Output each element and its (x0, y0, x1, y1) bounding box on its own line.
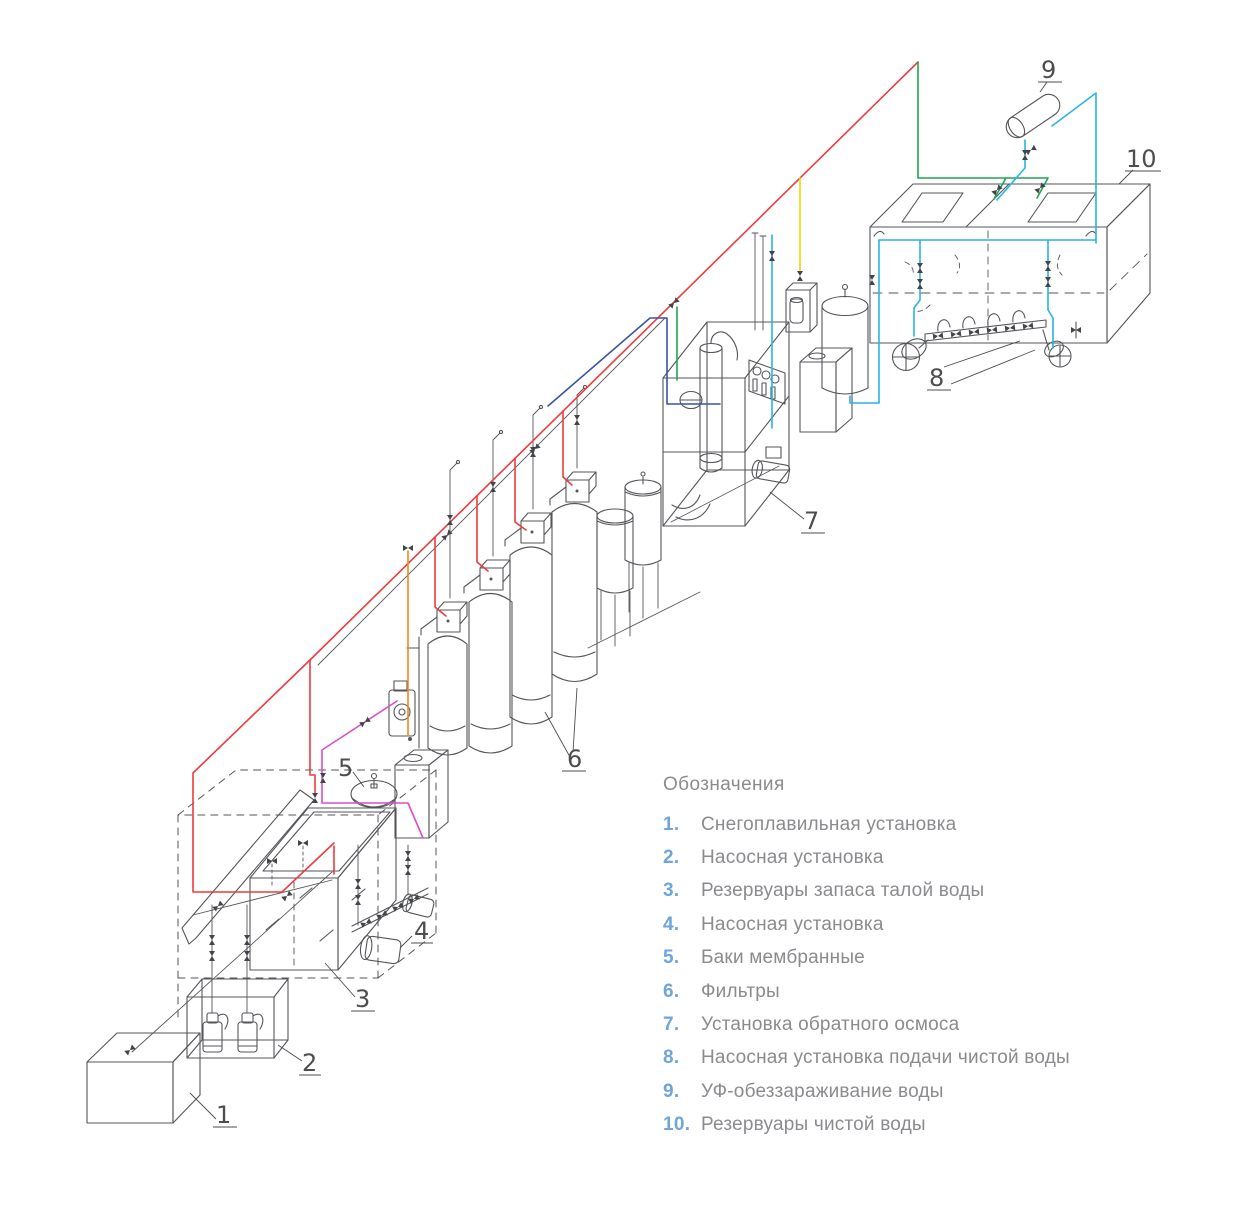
legend-item-8 (663, 1042, 1203, 1075)
clean-water-pump-station (880, 311, 1100, 371)
callout-3: 3 (355, 985, 371, 1013)
callout-7: 7 (804, 507, 820, 535)
legend-item-label: Насосная установка подачи чистой воды (701, 1047, 1070, 1069)
legend-title: Обозначения (663, 774, 785, 795)
legend (663, 774, 1203, 1142)
legend-item-number: 5. (663, 947, 680, 969)
permeate-tank (822, 285, 868, 395)
legend-item-number: 1. (663, 813, 680, 835)
antiscalant-unit (786, 283, 817, 332)
legend-item-label: Фильтры (701, 980, 780, 1002)
pipe-red (193, 62, 918, 892)
legend-item-number: 3. (663, 880, 680, 902)
legend-item-3 (663, 875, 1203, 908)
callout-10: 10 (1126, 145, 1157, 173)
dosing-pump (389, 637, 419, 748)
legend-item-label: Баки мембранные (701, 947, 865, 969)
pipe-blue (548, 318, 720, 406)
legend-item-number: 10. (663, 1114, 691, 1136)
callout-1: 1 (216, 1101, 232, 1129)
legend-item-number: 6. (663, 980, 680, 1002)
uv-disinfection-unit (1002, 90, 1064, 142)
legend-item-9 (663, 1075, 1203, 1108)
legend-item-label: Резервуары чистой воды (701, 1114, 926, 1136)
callout-9: 9 (1041, 56, 1057, 84)
stand-pipes (752, 233, 766, 330)
legend-item-number: 2. (663, 847, 680, 869)
legend-item-label: Снегоплавильная установка (701, 813, 957, 835)
legend-item-label: Насосная установка (701, 847, 884, 869)
legend-item-number: 8. (663, 1047, 680, 1069)
legend-item-label: УФ-обеззараживание воды (701, 1080, 944, 1102)
callout-5: 5 (338, 754, 354, 782)
submersible-pump (203, 1013, 228, 1052)
legend-item-4 (663, 908, 1203, 941)
callout-6: 6 (567, 745, 583, 773)
legend-item-1 (663, 808, 1203, 841)
pipe-green (677, 62, 1048, 380)
callout-8: 8 (929, 364, 945, 392)
melt-water-reservoir (250, 808, 396, 970)
buffer-tanks (588, 472, 700, 648)
pump-unit-4 (352, 845, 435, 964)
legend-item-6 (663, 975, 1203, 1008)
legend-item-2 (663, 841, 1203, 874)
legend-item-10 (663, 1109, 1203, 1142)
legend-item-number: 4. (663, 913, 680, 935)
legend-item-label: Насосная установка (701, 913, 884, 935)
clean-water-reservoir (870, 184, 1150, 343)
filters (421, 385, 597, 755)
legend-list (663, 808, 1203, 1142)
legend-item-label: Резервуары запаса талой воды (701, 880, 985, 902)
legend-item-number: 9. (663, 1080, 680, 1102)
legend-item-number: 7. (663, 1014, 680, 1036)
legend-item-5 (663, 942, 1203, 975)
callout-4: 4 (414, 917, 430, 945)
submersible-pump (238, 1013, 263, 1052)
legend-item-label: Установка обратного осмоса (701, 1014, 960, 1036)
pump-unit-2 (187, 905, 288, 1058)
callout-2: 2 (302, 1049, 318, 1077)
legend-item-7 (663, 1008, 1203, 1041)
chemical-tank (395, 750, 448, 838)
